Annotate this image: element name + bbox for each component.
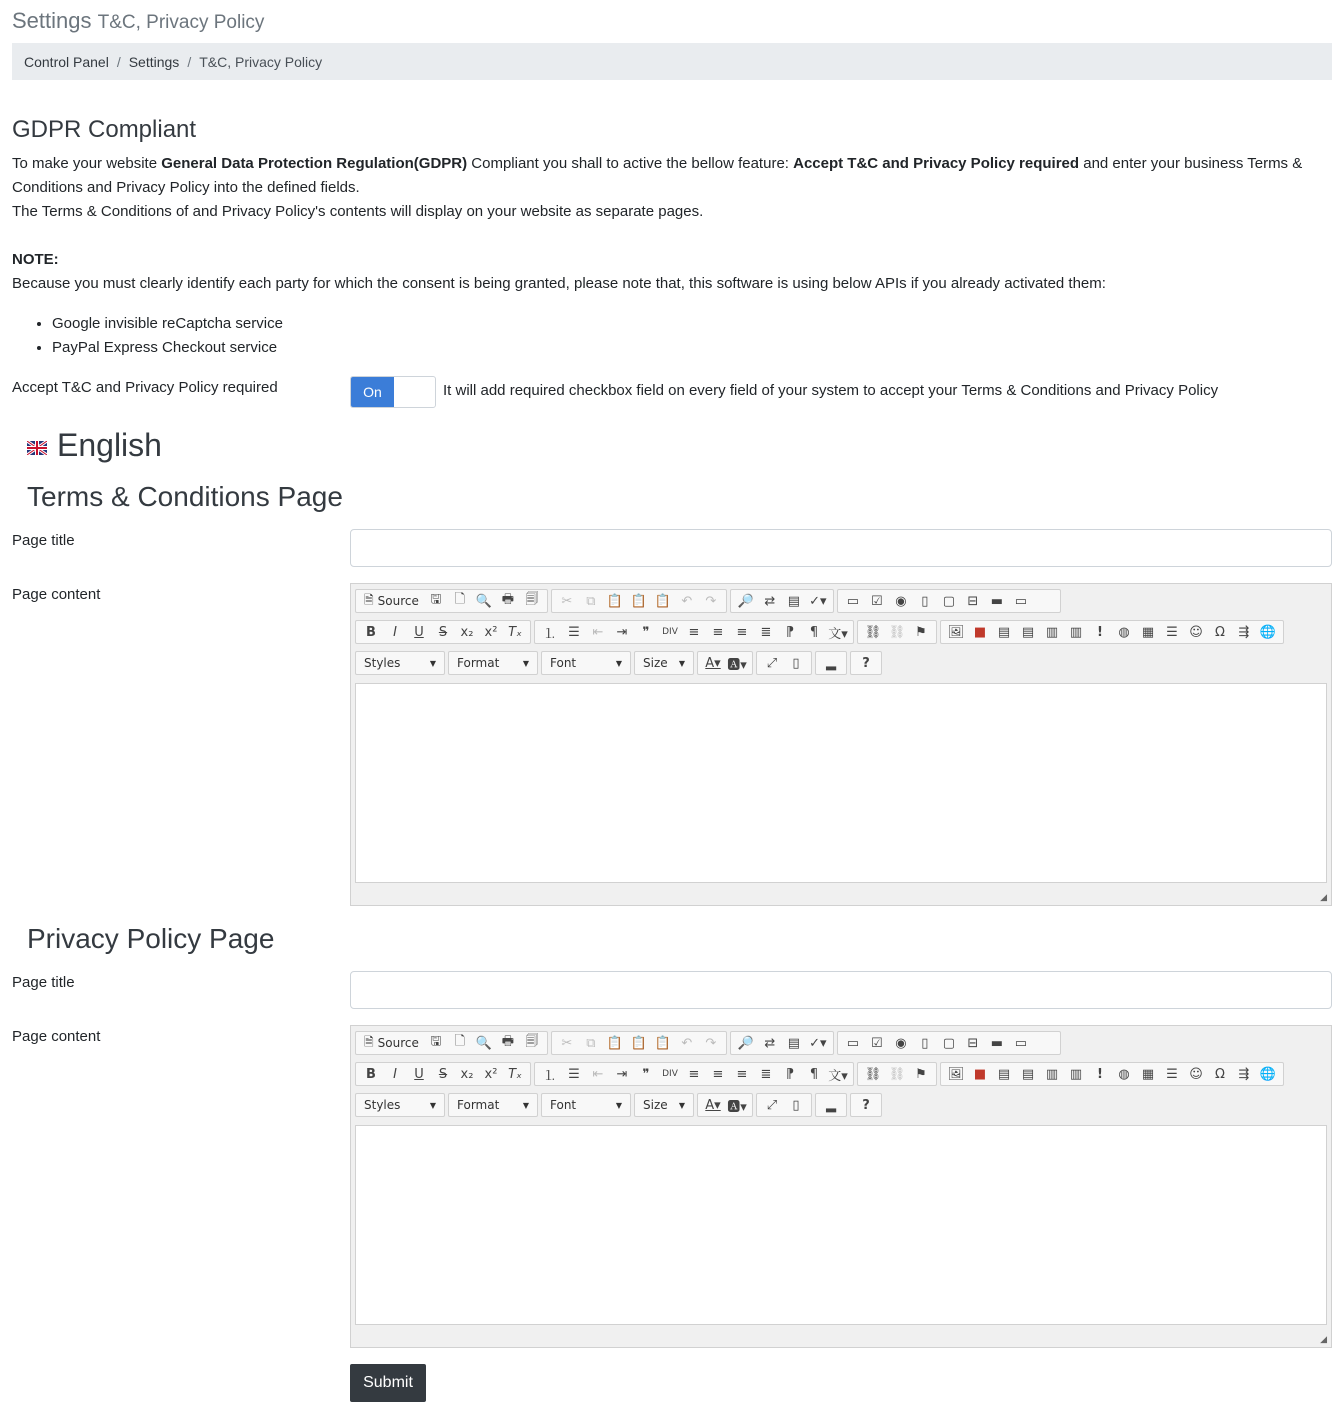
div-container-icon[interactable]: DIV bbox=[662, 1069, 678, 1079]
save-icon[interactable]: 🖫 bbox=[430, 1034, 442, 1049]
checkbox-icon[interactable]: ☑ bbox=[871, 1035, 883, 1051]
iframe-icon[interactable]: 🌐 bbox=[1259, 624, 1277, 640]
chevron-down-icon: ▼ bbox=[429, 658, 436, 668]
gdpr-intro-bold: General Data Protection Regulation(GDPR) bbox=[161, 155, 468, 172]
font-dropdown[interactable] bbox=[541, 651, 631, 675]
toolbar-group-forms bbox=[837, 1031, 1061, 1055]
toggle-on-label: On bbox=[351, 377, 394, 407]
language-icon[interactable]: 文▾ bbox=[828, 1068, 848, 1084]
find-icon[interactable]: 🔎 bbox=[737, 1035, 754, 1051]
privacy-page-title-label: Page title bbox=[12, 974, 75, 991]
terms-content-area[interactable] bbox=[355, 683, 1327, 883]
toolbar-group-document bbox=[355, 589, 548, 613]
copy-icon[interactable]: ⧉ bbox=[586, 593, 596, 609]
image-icon[interactable]: 🖼 bbox=[947, 624, 965, 640]
paste-icon[interactable]: 📋 bbox=[606, 1035, 623, 1051]
toolbar-group-about bbox=[815, 1093, 847, 1117]
anchor-icon[interactable]: ⚑ bbox=[915, 624, 927, 640]
font-label: Font bbox=[550, 1098, 577, 1112]
alert-icon[interactable]: ! bbox=[1097, 1066, 1103, 1082]
format-dropdown[interactable] bbox=[448, 651, 538, 675]
ltr-icon[interactable]: ⁋ bbox=[785, 624, 795, 640]
undo-icon[interactable]: ↶ bbox=[681, 593, 693, 609]
form-icon[interactable]: ▭ bbox=[846, 593, 860, 609]
float-left-icon[interactable]: ▤ bbox=[997, 624, 1011, 640]
button-field-icon[interactable]: ▬ bbox=[990, 593, 1004, 609]
chevron-down-icon: ▼ bbox=[522, 1100, 529, 1110]
link-icon[interactable]: ⛓ bbox=[864, 624, 882, 640]
align-center-icon[interactable]: ≡ bbox=[712, 624, 724, 640]
save-icon[interactable]: 🖫 bbox=[430, 592, 442, 607]
text-field-icon[interactable]: ▯ bbox=[921, 593, 929, 609]
maximize-icon[interactable]: ⤢ bbox=[766, 655, 778, 671]
terms-section-title: Terms & Conditions Page bbox=[27, 481, 343, 512]
source-button[interactable] bbox=[360, 1033, 423, 1054]
subscript-icon[interactable]: x₂ bbox=[460, 624, 474, 640]
link-icon[interactable]: ⛓ bbox=[864, 1066, 882, 1082]
compass-icon[interactable]: ◍ bbox=[1118, 1066, 1130, 1082]
resize-handle-icon[interactable]: ◢ bbox=[1320, 892, 1327, 902]
replace-icon[interactable]: ⇄ bbox=[764, 593, 776, 609]
horizontal-rule-icon[interactable]: ☰ bbox=[1166, 624, 1178, 640]
list-item: • PayPal Express Checkout service bbox=[52, 336, 283, 360]
gdpr-heading: GDPR Compliant bbox=[12, 116, 197, 143]
spellcheck-icon[interactable]: ✓▾ bbox=[809, 593, 827, 609]
form-icon[interactable]: ▭ bbox=[846, 1035, 860, 1051]
bold-icon[interactable]: B bbox=[366, 624, 376, 640]
language-icon[interactable]: 文▾ bbox=[828, 626, 848, 642]
size-dropdown[interactable] bbox=[634, 651, 694, 675]
select-field-icon[interactable]: ⊟ bbox=[967, 593, 979, 609]
accept-toggle[interactable] bbox=[350, 376, 436, 408]
gdpr-intro-bold: Accept T&C and Privacy Policy required bbox=[793, 155, 1080, 172]
bulleted-list-icon[interactable]: ☰ bbox=[568, 1066, 580, 1082]
new-page-icon[interactable]: 🗋 bbox=[454, 592, 466, 607]
size-label: Size bbox=[643, 656, 668, 670]
toolbar-group-tools bbox=[756, 651, 812, 675]
styles-dropdown[interactable] bbox=[355, 651, 445, 675]
chevron-down-icon: ▼ bbox=[678, 658, 685, 668]
toolbar-group-links bbox=[857, 620, 937, 644]
accept-description: It will add required checkbox field on every field of your system to accept your Terms & Conditions and Privacy Policy bbox=[443, 382, 1219, 399]
font-label: Font bbox=[550, 656, 577, 670]
toolbar-group-basic-styles bbox=[355, 620, 531, 644]
alert-icon[interactable]: ! bbox=[1097, 624, 1103, 640]
note-label-text: NOTE: bbox=[12, 251, 59, 268]
paste-text-icon[interactable]: 📋 bbox=[630, 593, 647, 609]
help-icon[interactable]: ? bbox=[862, 655, 870, 671]
editor-toolbar-row-3 bbox=[355, 1093, 882, 1117]
table-icon[interactable]: ▦ bbox=[1141, 1066, 1155, 1082]
source-icon: 🗎 bbox=[364, 1034, 374, 1049]
align-left-icon[interactable]: ≡ bbox=[688, 624, 700, 640]
hidden-field-icon bbox=[1034, 591, 1056, 611]
accept-label: Accept T&C and Privacy Policy required bbox=[12, 379, 278, 396]
remove-format-icon[interactable]: Tₓ bbox=[508, 1066, 522, 1082]
source-label: Source bbox=[377, 1036, 419, 1050]
print-icon[interactable]: 🖶 bbox=[501, 592, 515, 607]
hidden-field-icon bbox=[1034, 1033, 1056, 1053]
toolbar-group-help bbox=[850, 1093, 882, 1117]
text-field-icon[interactable]: ▯ bbox=[921, 1035, 929, 1051]
toolbar-group-colors bbox=[697, 1093, 753, 1117]
radio-icon[interactable]: ◉ bbox=[895, 593, 907, 609]
float-right-icon[interactable]: ▤ bbox=[1021, 1066, 1035, 1082]
flash-icon[interactable]: ■ bbox=[973, 624, 987, 640]
source-icon: 🗎 bbox=[364, 592, 374, 607]
justify-icon[interactable]: ≣ bbox=[760, 624, 772, 640]
toolbar-group-clipboard bbox=[551, 589, 727, 613]
strike-icon[interactable]: S bbox=[438, 1066, 448, 1082]
source-label: Source bbox=[377, 594, 419, 608]
styles-label: Styles bbox=[364, 1098, 401, 1112]
format-label: Format bbox=[457, 1098, 500, 1112]
strike-icon[interactable]: S bbox=[438, 624, 448, 640]
textarea-icon[interactable]: ▢ bbox=[942, 593, 956, 609]
image-icon[interactable]: 🖼 bbox=[947, 1066, 965, 1082]
unlink-icon[interactable]: ⛓ bbox=[888, 1066, 906, 1082]
image-button-icon[interactable]: ▭ bbox=[1014, 593, 1028, 609]
align-right-icon[interactable]: ≡ bbox=[736, 1066, 748, 1082]
privacy-page-title-input[interactable] bbox=[350, 971, 1332, 1009]
bulleted-list-icon[interactable]: ☰ bbox=[568, 624, 580, 640]
paste-text-icon[interactable]: 📋 bbox=[630, 1035, 647, 1051]
copy-icon[interactable]: ⧉ bbox=[586, 1035, 596, 1051]
breadcrumb-separator: / bbox=[116, 53, 121, 70]
editor-toolbar-row-3 bbox=[355, 651, 882, 675]
preview-icon[interactable]: 🔍 bbox=[475, 1035, 492, 1051]
breadcrumb-settings[interactable]: Settings bbox=[128, 53, 180, 70]
gdpr-intro-text: Compliant you shall to active the bellow feature: bbox=[467, 155, 794, 172]
templates-icon[interactable]: 🗐 bbox=[525, 592, 539, 607]
underline-icon[interactable]: U bbox=[414, 1066, 424, 1082]
privacy-rich-text-editor bbox=[350, 1025, 1332, 1348]
remove-format-icon[interactable]: Tₓ bbox=[508, 624, 522, 640]
keyboard-icon[interactable]: ▂ bbox=[826, 655, 836, 671]
terms-page-title-input[interactable] bbox=[350, 529, 1332, 567]
chevron-down-icon: ▼ bbox=[615, 658, 622, 668]
redo-icon[interactable]: ↷ bbox=[705, 593, 717, 609]
align-center-icon[interactable]: ≡ bbox=[712, 1066, 724, 1082]
gdpr-intro-text: To make your website bbox=[12, 155, 162, 172]
styles-label: Styles bbox=[364, 656, 401, 670]
toolbar-group-colors bbox=[697, 651, 753, 675]
toolbar-group-editing bbox=[730, 589, 834, 613]
page-subtitle: T&C, Privacy Policy bbox=[97, 12, 265, 33]
chevron-down-icon: ▼ bbox=[678, 1100, 685, 1110]
editor-toolbar-row-2 bbox=[355, 620, 1284, 644]
help-icon[interactable]: ? bbox=[862, 1097, 870, 1113]
gdpr-intro-text: and enter your business Terms & Conditions and Privacy Policy into the defined fields. bbox=[12, 155, 1303, 196]
text-color-icon[interactable]: A▾ bbox=[705, 1097, 721, 1113]
align-left-icon[interactable]: ≡ bbox=[688, 1066, 700, 1082]
unlink-icon[interactable]: ⛓ bbox=[888, 624, 906, 640]
numbered-list-icon[interactable]: ⒈ bbox=[543, 626, 557, 642]
note-label bbox=[12, 248, 59, 272]
special-char-icon[interactable]: Ω bbox=[1215, 1066, 1225, 1082]
paste-icon[interactable]: 📋 bbox=[606, 593, 623, 609]
smiley-icon[interactable]: ☺ bbox=[1189, 624, 1203, 640]
blockquote-icon[interactable]: ❞ bbox=[642, 624, 650, 640]
styles-dropdown[interactable] bbox=[355, 1093, 445, 1117]
smiley-icon[interactable]: ☺ bbox=[1189, 1066, 1203, 1082]
toolbar-group-tools bbox=[756, 1093, 812, 1117]
toolbar-group-insert bbox=[940, 1062, 1284, 1086]
editor-toolbar-row-1 bbox=[355, 1031, 1061, 1055]
toolbar-group-paragraph bbox=[534, 1062, 854, 1086]
format-dropdown[interactable] bbox=[448, 1093, 538, 1117]
superscript-icon[interactable]: x² bbox=[484, 1066, 498, 1082]
subscript-icon[interactable]: x₂ bbox=[460, 1066, 474, 1082]
source-button[interactable] bbox=[360, 591, 423, 612]
chevron-down-icon: ▼ bbox=[429, 1100, 436, 1110]
uk-flag-icon bbox=[27, 441, 47, 455]
show-blocks-icon[interactable]: ▯ bbox=[792, 1097, 800, 1113]
indent-icon[interactable]: ⇥ bbox=[616, 1066, 628, 1082]
maximize-icon[interactable]: ⤢ bbox=[766, 1097, 778, 1113]
numbered-list-icon[interactable]: ⒈ bbox=[543, 1068, 557, 1084]
select-all-icon[interactable]: ▤ bbox=[787, 1035, 801, 1051]
replace-icon[interactable]: ⇄ bbox=[764, 1035, 776, 1051]
image-button-icon[interactable]: ▭ bbox=[1014, 1035, 1028, 1051]
size-label: Size bbox=[643, 1098, 668, 1112]
language-heading bbox=[27, 427, 162, 464]
text-color-icon[interactable]: A▾ bbox=[705, 655, 721, 671]
breadcrumb-current: T&C, Privacy Policy bbox=[199, 53, 323, 70]
anchor-icon[interactable]: ⚑ bbox=[915, 1066, 927, 1082]
redo-icon[interactable]: ↷ bbox=[705, 1035, 717, 1051]
align-right-icon[interactable]: ≡ bbox=[736, 624, 748, 640]
privacy-page-content-label: Page content bbox=[12, 1028, 101, 1045]
div-container-icon[interactable]: DIV bbox=[662, 627, 678, 637]
radio-icon[interactable]: ◉ bbox=[895, 1035, 907, 1051]
privacy-section-title: Privacy Policy Page bbox=[27, 923, 275, 954]
float-left-icon[interactable]: ▤ bbox=[997, 1066, 1011, 1082]
preview-icon[interactable]: 🔍 bbox=[475, 593, 492, 609]
background-color-icon[interactable]: 🅰▾ bbox=[727, 657, 747, 673]
underline-icon[interactable]: U bbox=[414, 624, 424, 640]
italic-icon[interactable]: I bbox=[393, 1066, 397, 1082]
privacy-content-area[interactable] bbox=[355, 1125, 1327, 1325]
cut-icon[interactable]: ✂ bbox=[561, 593, 573, 609]
toolbar-group-insert bbox=[940, 620, 1284, 644]
templates-icon[interactable]: 🗐 bbox=[525, 1034, 539, 1049]
terms-rich-text-editor bbox=[350, 583, 1332, 906]
spellcheck-icon[interactable]: ✓▾ bbox=[809, 1035, 827, 1051]
toolbar-group-forms bbox=[837, 589, 1061, 613]
paste-word-icon[interactable]: 📋 bbox=[654, 1035, 671, 1051]
chevron-down-icon: ▼ bbox=[522, 658, 529, 668]
indent-icon[interactable]: ⇥ bbox=[616, 624, 628, 640]
gdpr-display-note: The Terms & Conditions of and Privacy Policy's contents will display on your website as separate pages. bbox=[12, 203, 704, 220]
api-list bbox=[12, 312, 283, 360]
iframe-icon[interactable]: 🌐 bbox=[1259, 1066, 1277, 1082]
size-dropdown[interactable] bbox=[634, 1093, 694, 1117]
checkbox-icon[interactable]: ☑ bbox=[871, 593, 883, 609]
language-name: English bbox=[57, 427, 162, 463]
breadcrumb bbox=[12, 43, 1332, 80]
find-icon[interactable]: 🔎 bbox=[737, 593, 754, 609]
cut-icon[interactable]: ✂ bbox=[561, 1035, 573, 1051]
toolbar-group-help bbox=[850, 651, 882, 675]
page-title-text: Settings bbox=[12, 8, 92, 33]
blockquote-icon[interactable]: ❞ bbox=[642, 1066, 650, 1082]
resize-handle-icon[interactable]: ◢ bbox=[1320, 1334, 1327, 1344]
rtl-icon[interactable]: ¶ bbox=[809, 1066, 819, 1082]
columns-icon[interactable]: ▥ bbox=[1045, 624, 1059, 640]
editor-toolbar-row-2 bbox=[355, 1062, 1284, 1086]
format-label: Format bbox=[457, 656, 500, 670]
page-break-icon[interactable]: ⇶ bbox=[1238, 1066, 1250, 1082]
ltr-icon[interactable]: ⁋ bbox=[785, 1066, 795, 1082]
justify-icon[interactable]: ≣ bbox=[760, 1066, 772, 1082]
columns-more-icon[interactable]: ▥ bbox=[1069, 624, 1083, 640]
breadcrumb-control-panel[interactable]: Control Panel bbox=[24, 53, 109, 70]
table-icon[interactable]: ▦ bbox=[1141, 624, 1155, 640]
page-title bbox=[12, 8, 264, 34]
background-color-icon[interactable]: 🅰▾ bbox=[727, 1099, 747, 1115]
special-char-icon[interactable]: Ω bbox=[1215, 624, 1225, 640]
horizontal-rule-icon[interactable]: ☰ bbox=[1166, 1066, 1178, 1082]
terms-page-content-label: Page content bbox=[12, 586, 101, 603]
toolbar-group-editing bbox=[730, 1031, 834, 1055]
toolbar-group-links bbox=[857, 1062, 937, 1086]
toolbar-group-document bbox=[355, 1031, 548, 1055]
new-page-icon[interactable]: 🗋 bbox=[454, 1034, 466, 1049]
compass-icon[interactable]: ◍ bbox=[1118, 624, 1130, 640]
textarea-icon[interactable]: ▢ bbox=[942, 1035, 956, 1051]
select-field-icon[interactable]: ⊟ bbox=[967, 1035, 979, 1051]
font-dropdown[interactable] bbox=[541, 1093, 631, 1117]
print-icon[interactable]: 🖶 bbox=[501, 1034, 515, 1049]
toolbar-group-paragraph bbox=[534, 620, 854, 644]
submit-button[interactable]: Submit bbox=[350, 1364, 426, 1402]
keyboard-icon[interactable]: ▂ bbox=[826, 1097, 836, 1113]
button-field-icon[interactable]: ▬ bbox=[990, 1035, 1004, 1051]
superscript-icon[interactable]: x² bbox=[484, 624, 498, 640]
toolbar-group-about bbox=[815, 651, 847, 675]
flash-icon[interactable]: ■ bbox=[973, 1066, 987, 1082]
columns-icon[interactable]: ▥ bbox=[1045, 1066, 1059, 1082]
page-break-icon[interactable]: ⇶ bbox=[1238, 624, 1250, 640]
float-right-icon[interactable]: ▤ bbox=[1021, 624, 1035, 640]
gdpr-intro bbox=[12, 152, 1322, 200]
italic-icon[interactable]: I bbox=[393, 624, 397, 640]
list-item: • Google invisible reCaptcha service bbox=[52, 312, 283, 336]
breadcrumb-separator: / bbox=[187, 53, 192, 70]
bold-icon[interactable]: B bbox=[366, 1066, 376, 1082]
toolbar-group-basic-styles bbox=[355, 1062, 531, 1086]
select-all-icon[interactable]: ▤ bbox=[787, 593, 801, 609]
paste-word-icon[interactable]: 📋 bbox=[654, 593, 671, 609]
rtl-icon[interactable]: ¶ bbox=[809, 624, 819, 640]
toolbar-group-clipboard bbox=[551, 1031, 727, 1055]
chevron-down-icon: ▼ bbox=[615, 1100, 622, 1110]
show-blocks-icon[interactable]: ▯ bbox=[792, 655, 800, 671]
terms-page-title-label: Page title bbox=[12, 532, 75, 549]
note-text: Because you must clearly identify each party for which the consent is being granted, please note that, this software is using below APIs if you already activated them: bbox=[12, 275, 1106, 292]
outdent-icon[interactable]: ⇤ bbox=[592, 1066, 604, 1082]
undo-icon[interactable]: ↶ bbox=[681, 1035, 693, 1051]
columns-more-icon[interactable]: ▥ bbox=[1069, 1066, 1083, 1082]
outdent-icon[interactable]: ⇤ bbox=[592, 624, 604, 640]
editor-toolbar-row-1 bbox=[355, 589, 1061, 613]
